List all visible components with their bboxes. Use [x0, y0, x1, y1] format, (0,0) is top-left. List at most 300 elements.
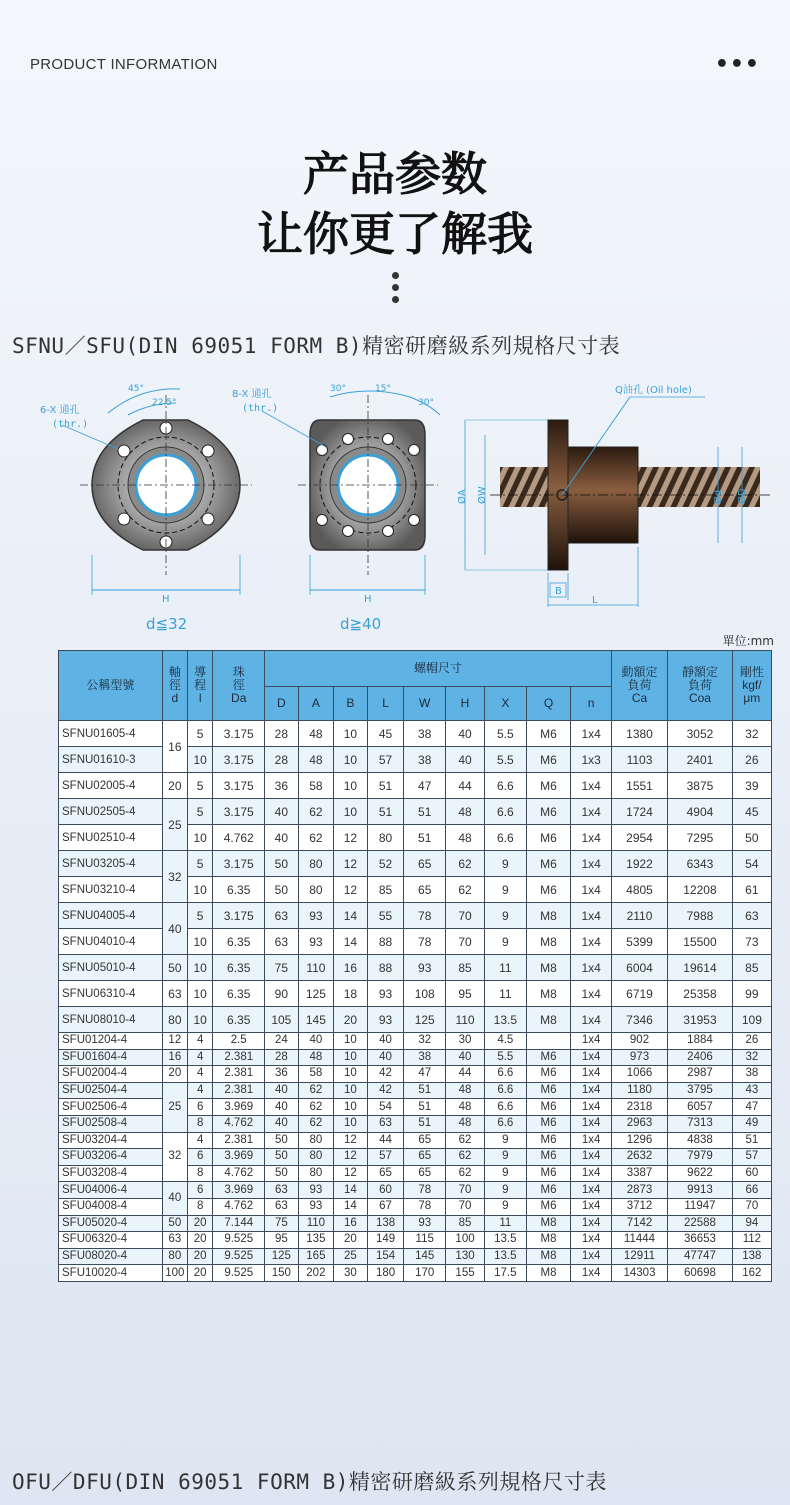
- cell-da: 2.381: [213, 1049, 265, 1066]
- cell-d: 40: [265, 1115, 298, 1132]
- cell-model: SFNU05010-4: [59, 955, 163, 981]
- cell-b: 14: [334, 929, 367, 955]
- cell-h: 110: [445, 1007, 484, 1033]
- cell-w: 51: [404, 825, 445, 851]
- cell-l: 20: [187, 1248, 212, 1265]
- cell-model: SFNU02510-4: [59, 825, 163, 851]
- cell-k: 32: [732, 1049, 771, 1066]
- table-row: [59, 1033, 772, 1050]
- table-row: [59, 1248, 772, 1265]
- cell-w: 38: [404, 747, 445, 773]
- cell-k: 138: [732, 1248, 771, 1265]
- cell-x: 9: [485, 1149, 526, 1166]
- cell-ca: 1296: [611, 1132, 667, 1149]
- cell-a: 93: [298, 903, 334, 929]
- cell-l: 5: [187, 721, 212, 747]
- cell-x: 6.6: [485, 1099, 526, 1116]
- cell-n: 1x4: [571, 1049, 611, 1066]
- table-row: [59, 1182, 772, 1199]
- page-header: [30, 52, 760, 77]
- cell-b: 30: [334, 1265, 367, 1282]
- cell-n: 1x4: [571, 1007, 611, 1033]
- cell-l: 85: [367, 877, 404, 903]
- cell-d: 80: [162, 1248, 187, 1265]
- table-row: [59, 1132, 772, 1149]
- col-nut-n: n: [571, 687, 611, 721]
- page-title-line2: 让你更了解我: [257, 207, 533, 261]
- cell-ca: 1066: [611, 1066, 667, 1083]
- cell-da: 4.762: [213, 1198, 265, 1215]
- cell-x: 13.5: [485, 1232, 526, 1249]
- cell-model: SFU04008-4: [59, 1198, 163, 1215]
- cell-d: 95: [265, 1232, 298, 1249]
- cell-h: 62: [445, 1165, 484, 1182]
- cell-d: 24: [265, 1033, 298, 1050]
- phi-d-large-label: ØD: [737, 488, 748, 504]
- cell-d: 90: [265, 981, 298, 1007]
- more-icon[interactable]: •••: [714, 52, 760, 77]
- cell-q: M8: [526, 981, 571, 1007]
- col-d: 軸 徑 d: [162, 651, 187, 721]
- cell-da: 3.175: [213, 773, 265, 799]
- cell-coa: 1884: [668, 1033, 733, 1050]
- cell-d: 100: [162, 1265, 187, 1282]
- cell-k: 32: [732, 721, 771, 747]
- cell-da: 7.144: [213, 1215, 265, 1232]
- cell-l: 8: [187, 1115, 212, 1132]
- cell-x: 9: [485, 1182, 526, 1199]
- cell-ca: 2873: [611, 1182, 667, 1199]
- cell-k: 43: [732, 1082, 771, 1099]
- cell-l: 10: [187, 877, 212, 903]
- cell-h: 62: [445, 1132, 484, 1149]
- cell-model: SFNU01605-4: [59, 721, 163, 747]
- cell-da: 3.969: [213, 1182, 265, 1199]
- cell-d: 40: [265, 1082, 298, 1099]
- cell-model: SFU01604-4: [59, 1049, 163, 1066]
- cell-q: M8: [526, 955, 571, 981]
- cell-coa: 7295: [668, 825, 733, 851]
- cell-da: 6.35: [213, 877, 265, 903]
- cell-h: 155: [445, 1265, 484, 1282]
- cell-b: 10: [334, 1049, 367, 1066]
- cell-h: 95: [445, 981, 484, 1007]
- cell-coa: 36653: [668, 1232, 733, 1249]
- cell-h: 48: [445, 799, 484, 825]
- cell-k: 73: [732, 929, 771, 955]
- cell-q: M8: [526, 1232, 571, 1249]
- cell-w: 145: [404, 1248, 445, 1265]
- cell-x: 6.6: [485, 799, 526, 825]
- cell-b: 10: [334, 1033, 367, 1050]
- cell-n: 1x4: [571, 1265, 611, 1282]
- cell-x: 9: [485, 929, 526, 955]
- cell-l: 80: [367, 825, 404, 851]
- cell-l: 5: [187, 799, 212, 825]
- cell-k: 50: [732, 825, 771, 851]
- table-row: [59, 773, 772, 799]
- cell-l: 42: [367, 1066, 404, 1083]
- cell-a: 80: [298, 1132, 334, 1149]
- holes-6x-label: 6-X 通孔: [40, 405, 80, 416]
- cell-ca: 2110: [611, 903, 667, 929]
- cell-b: 12: [334, 851, 367, 877]
- cell-b: 10: [334, 1115, 367, 1132]
- cell-d: 28: [265, 747, 298, 773]
- cell-d: 50: [265, 1165, 298, 1182]
- cell-b: 10: [334, 1099, 367, 1116]
- cell-model: SFU05020-4: [59, 1215, 163, 1232]
- cell-a: 62: [298, 1082, 334, 1099]
- cell-d: 63: [265, 1198, 298, 1215]
- cell-w: 51: [404, 799, 445, 825]
- col-k: 剛性 kgf/ μm: [732, 651, 771, 721]
- cell-l: 51: [367, 773, 404, 799]
- cell-a: 80: [298, 851, 334, 877]
- side-view: [456, 383, 770, 607]
- flange-view-small: [40, 384, 252, 633]
- table-row: [59, 721, 772, 747]
- cell-b: 25: [334, 1248, 367, 1265]
- cell-q: M6: [526, 1082, 571, 1099]
- cell-da: 3.175: [213, 903, 265, 929]
- cell-ca: 2954: [611, 825, 667, 851]
- cell-da: 4.762: [213, 1115, 265, 1132]
- cell-l: 20: [187, 1215, 212, 1232]
- cell-d: 28: [265, 721, 298, 747]
- cell-l: 40: [367, 1033, 404, 1050]
- cell-da: 6.35: [213, 929, 265, 955]
- cell-n: 1x4: [571, 1149, 611, 1166]
- cell-a: 48: [298, 1049, 334, 1066]
- cell-da: 6.35: [213, 955, 265, 981]
- cell-d: 105: [265, 1007, 298, 1033]
- cell-b: 12: [334, 825, 367, 851]
- cell-l: 51: [367, 799, 404, 825]
- cell-l: 54: [367, 1099, 404, 1116]
- cell-x: 11: [485, 955, 526, 981]
- cell-da: 3.175: [213, 747, 265, 773]
- cell-b: 14: [334, 1182, 367, 1199]
- cell-ca: 3712: [611, 1198, 667, 1215]
- cell-l: 67: [367, 1198, 404, 1215]
- cell-model: SFU02504-4: [59, 1082, 163, 1099]
- cell-ca: 1551: [611, 773, 667, 799]
- cell-n: 1x4: [571, 1215, 611, 1232]
- cell-model: SFU02004-4: [59, 1066, 163, 1083]
- cell-k: 49: [732, 1115, 771, 1132]
- cell-l: 40: [367, 1049, 404, 1066]
- cell-w: 170: [404, 1265, 445, 1282]
- cell-n: 1x4: [571, 721, 611, 747]
- cell-l: 154: [367, 1248, 404, 1265]
- cell-d: 16: [162, 1049, 187, 1066]
- cell-h: 44: [445, 773, 484, 799]
- cell-n: 1x4: [571, 1232, 611, 1249]
- cell-coa: 7979: [668, 1149, 733, 1166]
- cell-k: 57: [732, 1149, 771, 1166]
- cell-da: 3.969: [213, 1099, 265, 1116]
- cell-l: 52: [367, 851, 404, 877]
- cell-l: 44: [367, 1132, 404, 1149]
- cell-ca: 12911: [611, 1248, 667, 1265]
- cell-d: 32: [162, 851, 187, 903]
- col-nut-l: L: [367, 687, 404, 721]
- cell-x: 9: [485, 1165, 526, 1182]
- cell-w: 93: [404, 955, 445, 981]
- cell-w: 38: [404, 1049, 445, 1066]
- cell-l: 88: [367, 955, 404, 981]
- cell-ca: 7142: [611, 1215, 667, 1232]
- cell-b: 20: [334, 1007, 367, 1033]
- cell-l: 4: [187, 1049, 212, 1066]
- cell-l: 4: [187, 1033, 212, 1050]
- cell-l: 6: [187, 1099, 212, 1116]
- cell-d: 12: [162, 1033, 187, 1050]
- cell-k: 26: [732, 1033, 771, 1050]
- cell-l: 63: [367, 1115, 404, 1132]
- table-row: [59, 903, 772, 929]
- cell-a: 62: [298, 1115, 334, 1132]
- cell-n: 1x4: [571, 903, 611, 929]
- cell-k: 60: [732, 1165, 771, 1182]
- cell-a: 93: [298, 1182, 334, 1199]
- cell-da: 9.525: [213, 1248, 265, 1265]
- cell-n: 1x4: [571, 851, 611, 877]
- cell-da: 2.381: [213, 1132, 265, 1149]
- cell-w: 115: [404, 1232, 445, 1249]
- cell-l: 45: [367, 721, 404, 747]
- cell-w: 78: [404, 1198, 445, 1215]
- cell-a: 80: [298, 1165, 334, 1182]
- cell-k: 54: [732, 851, 771, 877]
- cell-x: 5.5: [485, 721, 526, 747]
- cell-l: 5: [187, 903, 212, 929]
- cell-ca: 4805: [611, 877, 667, 903]
- cell-n: 1x4: [571, 799, 611, 825]
- cell-d: 63: [265, 1182, 298, 1199]
- cell-a: 62: [298, 825, 334, 851]
- cell-x: 6.6: [485, 1115, 526, 1132]
- cell-a: 135: [298, 1232, 334, 1249]
- product-information-label: PRODUCT INFORMATION: [30, 56, 218, 73]
- cell-w: 65: [404, 1132, 445, 1149]
- cell-l: 10: [187, 955, 212, 981]
- col-nut-b: B: [334, 687, 367, 721]
- cell-coa: 3875: [668, 773, 733, 799]
- cell-l: 5: [187, 773, 212, 799]
- cell-x: 6.6: [485, 825, 526, 851]
- cell-h: 100: [445, 1232, 484, 1249]
- cell-q: M8: [526, 1248, 571, 1265]
- cell-h: 40: [445, 1049, 484, 1066]
- cell-n: 1x4: [571, 773, 611, 799]
- cell-coa: 31953: [668, 1007, 733, 1033]
- cell-d: 50: [265, 1132, 298, 1149]
- cell-w: 32: [404, 1033, 445, 1050]
- cell-w: 38: [404, 721, 445, 747]
- cell-l: 10: [187, 747, 212, 773]
- cell-model: SFNU04005-4: [59, 903, 163, 929]
- cell-x: 9: [485, 1198, 526, 1215]
- angle-22-5-label: 22.5°: [152, 398, 177, 408]
- cell-a: 93: [298, 1198, 334, 1215]
- cell-l: 20: [187, 1265, 212, 1282]
- l-dimension-label: L: [592, 595, 598, 606]
- cell-w: 51: [404, 1099, 445, 1116]
- cell-a: 110: [298, 1215, 334, 1232]
- cell-d: 32: [162, 1132, 187, 1182]
- cell-d: 80: [162, 1007, 187, 1033]
- col-nut-a: A: [298, 687, 334, 721]
- oil-hole-label: Q油孔 (Oil hole): [615, 385, 692, 396]
- cell-l: 6: [187, 1182, 212, 1199]
- cell-b: 10: [334, 1082, 367, 1099]
- cell-h: 85: [445, 1215, 484, 1232]
- cell-da: 3.969: [213, 1149, 265, 1166]
- cell-b: 14: [334, 903, 367, 929]
- cell-coa: 25358: [668, 981, 733, 1007]
- cell-model: SFU02506-4: [59, 1099, 163, 1116]
- cell-model: SFNU03210-4: [59, 877, 163, 903]
- cell-d: 25: [162, 799, 187, 851]
- cell-n: 1x4: [571, 1033, 611, 1050]
- cell-n: 1x3: [571, 747, 611, 773]
- cell-da: 2.381: [213, 1082, 265, 1099]
- cell-ca: 1724: [611, 799, 667, 825]
- cell-d: 150: [265, 1265, 298, 1282]
- h-dimension-large: H: [364, 594, 372, 605]
- cell-coa: 4838: [668, 1132, 733, 1149]
- table-row: [59, 851, 772, 877]
- cell-d: 36: [265, 1066, 298, 1083]
- cell-d: 50: [162, 955, 187, 981]
- cell-h: 85: [445, 955, 484, 981]
- angle-30-label-b: 30°: [418, 398, 434, 408]
- cell-ca: 973: [611, 1049, 667, 1066]
- cell-model: SFU03204-4: [59, 1132, 163, 1149]
- col-da: 珠 徑 Da: [213, 651, 265, 721]
- cell-b: 10: [334, 773, 367, 799]
- cell-model: SFU06320-4: [59, 1232, 163, 1249]
- cell-coa: 9913: [668, 1182, 733, 1199]
- cell-w: 51: [404, 1082, 445, 1099]
- cell-w: 78: [404, 929, 445, 955]
- cell-coa: 6343: [668, 851, 733, 877]
- cell-d: 63: [265, 929, 298, 955]
- cell-ca: 2632: [611, 1149, 667, 1166]
- cell-a: 80: [298, 877, 334, 903]
- cell-h: 70: [445, 929, 484, 955]
- cell-coa: 7313: [668, 1115, 733, 1132]
- cell-q: M6: [526, 825, 571, 851]
- cell-l: 88: [367, 929, 404, 955]
- cell-k: 70: [732, 1198, 771, 1215]
- section-title-ofu: OFU／DFU(DIN 69051 FORM B)精密研磨級系列規格尺寸表: [12, 1470, 607, 1494]
- cell-h: 62: [445, 877, 484, 903]
- cell-ca: 7346: [611, 1007, 667, 1033]
- cell-da: 6.35: [213, 1007, 265, 1033]
- cell-h: 44: [445, 1066, 484, 1083]
- cell-coa: 3795: [668, 1082, 733, 1099]
- h-dimension-small: H: [162, 594, 170, 605]
- cell-l: 138: [367, 1215, 404, 1232]
- table-row: [59, 1066, 772, 1083]
- cell-a: 48: [298, 721, 334, 747]
- cell-x: 13.5: [485, 1007, 526, 1033]
- cell-ca: 1180: [611, 1082, 667, 1099]
- cell-d: 63: [162, 981, 187, 1007]
- cell-w: 78: [404, 1182, 445, 1199]
- cell-k: 99: [732, 981, 771, 1007]
- cell-coa: 6057: [668, 1099, 733, 1116]
- cell-da: 2.5: [213, 1033, 265, 1050]
- cell-d: 40: [162, 1182, 187, 1215]
- cell-q: M8: [526, 903, 571, 929]
- cell-q: M6: [526, 1165, 571, 1182]
- cell-da: 6.35: [213, 981, 265, 1007]
- cell-model: SFU08020-4: [59, 1248, 163, 1265]
- cell-da: 3.175: [213, 799, 265, 825]
- ball-screw-nut-diagram: [30, 375, 770, 640]
- cell-da: 9.525: [213, 1232, 265, 1249]
- table-row: [59, 1232, 772, 1249]
- table-row: [59, 1265, 772, 1282]
- cell-l: 10: [187, 929, 212, 955]
- cell-coa: 12208: [668, 877, 733, 903]
- cell-ca: 902: [611, 1033, 667, 1050]
- cell-q: M8: [526, 929, 571, 955]
- col-coa: 靜額定 負荷 Coa: [668, 651, 733, 721]
- cell-l: 93: [367, 981, 404, 1007]
- cell-q: M8: [526, 1007, 571, 1033]
- cell-l: 57: [367, 1149, 404, 1166]
- table-row: [59, 1215, 772, 1232]
- cell-q: [526, 1033, 571, 1050]
- cell-q: M6: [526, 721, 571, 747]
- cell-q: M8: [526, 1265, 571, 1282]
- cell-a: 125: [298, 981, 334, 1007]
- cell-coa: 3052: [668, 721, 733, 747]
- cell-k: 61: [732, 877, 771, 903]
- col-l: 導 程 l: [187, 651, 212, 721]
- table-row: [59, 955, 772, 981]
- cell-l: 10: [187, 1007, 212, 1033]
- cell-model: SFNU06310-4: [59, 981, 163, 1007]
- cell-d: 50: [265, 1149, 298, 1166]
- cell-model: SFU03206-4: [59, 1149, 163, 1166]
- cell-da: 3.175: [213, 851, 265, 877]
- cell-d: 40: [265, 1099, 298, 1116]
- phi-a-label: ØA: [457, 489, 468, 504]
- cell-b: 12: [334, 1132, 367, 1149]
- table-row: [59, 1049, 772, 1066]
- cell-h: 48: [445, 825, 484, 851]
- cell-l: 42: [367, 1082, 404, 1099]
- cell-x: 6.6: [485, 1082, 526, 1099]
- cell-coa: 11947: [668, 1198, 733, 1215]
- cell-h: 48: [445, 1082, 484, 1099]
- cell-l: 149: [367, 1232, 404, 1249]
- cell-x: 4.5: [485, 1033, 526, 1050]
- cell-x: 9: [485, 851, 526, 877]
- cell-l: 8: [187, 1198, 212, 1215]
- cell-l: 65: [367, 1165, 404, 1182]
- d-large-label: d≧40: [340, 615, 382, 633]
- cell-b: 12: [334, 1149, 367, 1166]
- cell-k: 39: [732, 773, 771, 799]
- cell-model: SFU10020-4: [59, 1265, 163, 1282]
